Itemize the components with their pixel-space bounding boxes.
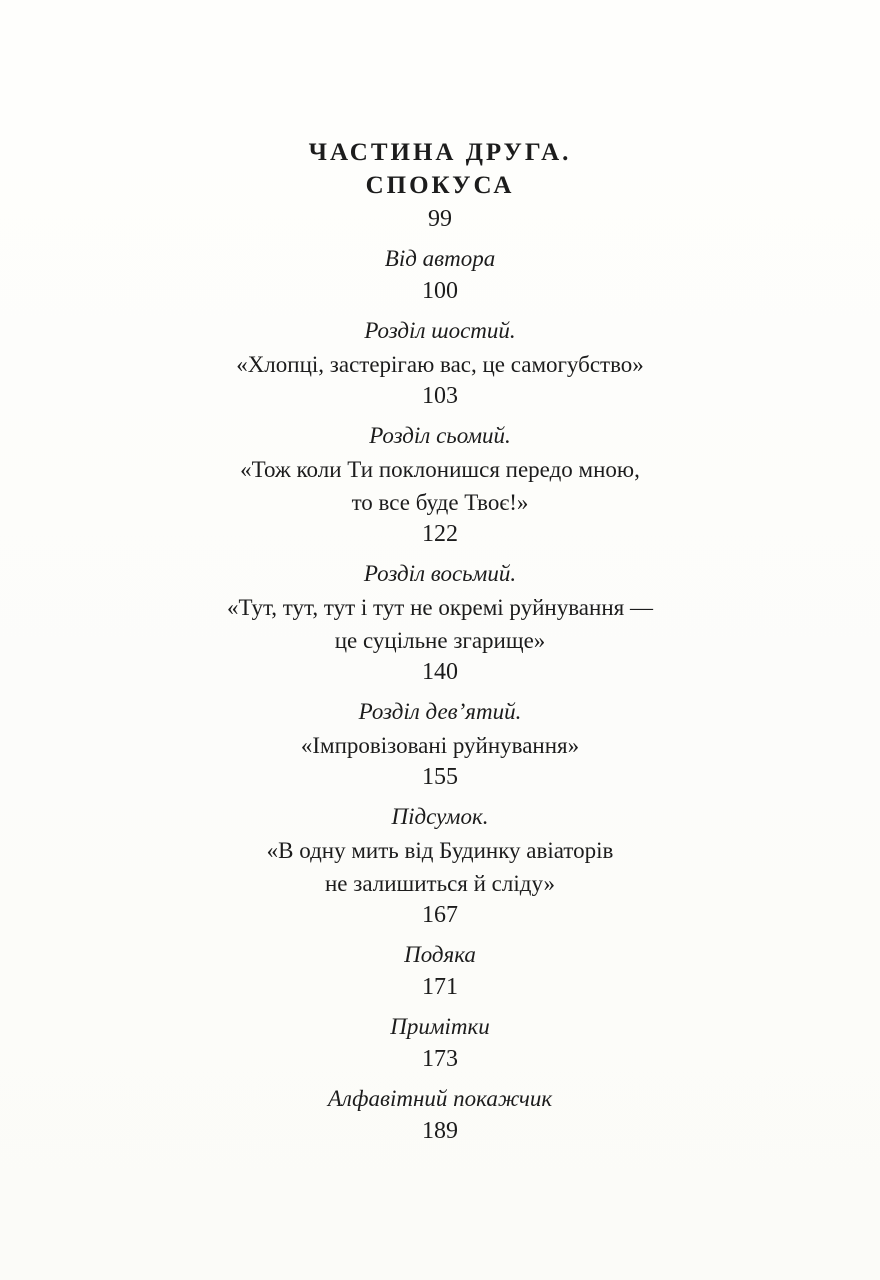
page-number: 100 <box>422 278 458 304</box>
page-number: 103 <box>422 383 458 409</box>
page-number: 155 <box>422 764 458 790</box>
page-number: 122 <box>422 521 458 547</box>
part-title-line: СПОКУСА <box>365 172 515 199</box>
toc-entry <box>0 1082 880 1146</box>
toc-entry <box>0 800 880 930</box>
toc-entry <box>0 695 880 792</box>
entry-subtitle <box>0 591 880 657</box>
entry-subtitle <box>0 453 880 519</box>
table-of-contents <box>0 136 880 1146</box>
subtitle-line: не залишиться й сліду» <box>324 871 556 896</box>
subtitle-line: «Тут, тут, тут і тут не окремі руйнування — <box>227 595 653 620</box>
entry-label: Розділ шостий. <box>364 318 516 343</box>
entry-label: Від автора <box>384 246 496 271</box>
part-heading <box>0 136 880 234</box>
subtitle-line: «Імпровізовані руйнування» <box>300 733 580 758</box>
subtitle-line: «В одну мить від Будинку авіаторів <box>266 838 614 863</box>
entry-label: Подяка <box>404 942 476 967</box>
entry-label: Розділ сьомий. <box>369 423 511 448</box>
toc-entry <box>0 938 880 1002</box>
entry-label: Примітки <box>390 1014 490 1039</box>
toc-entry <box>0 314 880 411</box>
subtitle-line: «Хлопці, застерігаю вас, це самогубство» <box>236 352 644 377</box>
part-title-line: ЧАСТИНА ДРУГА. <box>308 139 572 166</box>
page-number: 173 <box>422 1046 458 1072</box>
page-number: 171 <box>422 974 458 1000</box>
entry-label: Підсумок. <box>391 804 489 829</box>
page-number: 189 <box>422 1118 458 1144</box>
entry-subtitle <box>0 348 880 381</box>
toc-entry <box>0 1010 880 1074</box>
entry-subtitle <box>0 729 880 762</box>
entry-subtitle <box>0 834 880 900</box>
entry-label: Алфавітний покажчик <box>327 1086 553 1111</box>
page-number: 99 <box>428 206 452 232</box>
subtitle-line: «Тож коли Ти поклонишся передо мною, <box>240 457 640 482</box>
subtitle-line: то все буде Твоє!» <box>351 490 529 515</box>
subtitle-line: це суцільне згарище» <box>334 628 546 653</box>
toc-entry <box>0 557 880 687</box>
entry-label: Розділ восьмий. <box>363 561 517 586</box>
page-number: 167 <box>422 902 458 928</box>
page-number: 140 <box>422 659 458 685</box>
toc-entry <box>0 419 880 549</box>
part-title <box>0 136 880 202</box>
toc-entry <box>0 242 880 306</box>
entry-label: Розділ дев’ятий. <box>358 699 522 724</box>
